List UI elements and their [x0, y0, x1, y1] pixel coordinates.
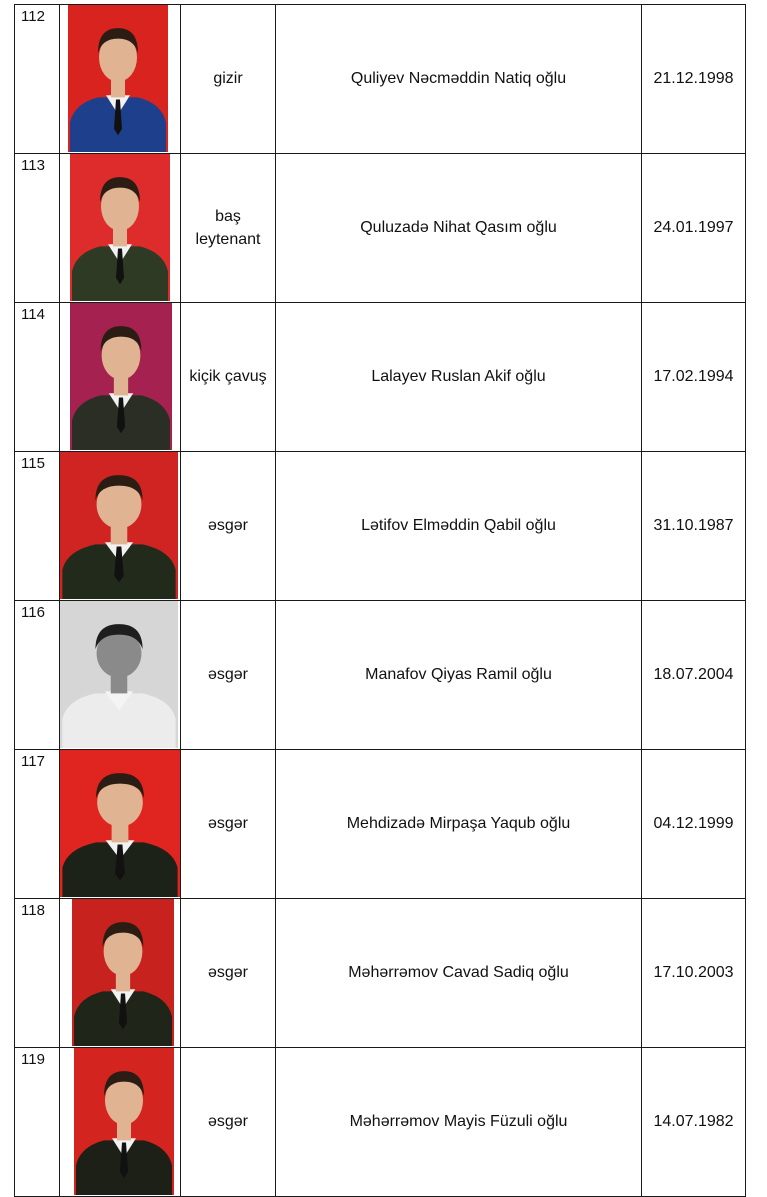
row-number: 119: [15, 1048, 60, 1197]
rank-cell: gizir: [181, 5, 276, 154]
rank-cell: kiçik çavuş: [181, 303, 276, 452]
name-cell: Məhərrəmov Cavad Sadiq oğlu: [276, 899, 642, 1048]
rank-cell: əsgər: [181, 750, 276, 899]
date-cell: 21.12.1998: [642, 5, 746, 154]
date-cell: 04.12.1999: [642, 750, 746, 899]
table-row: [15, 452, 746, 601]
row-number: 112: [15, 5, 60, 154]
date-cell: 31.10.1987: [642, 452, 746, 601]
name-cell: Quliyev Nəcməddin Natiq oğlu: [276, 5, 642, 154]
date-cell: 24.01.1997: [642, 154, 746, 303]
table-row: [15, 154, 746, 303]
soldier-portrait-icon: [68, 5, 168, 152]
table-row: [15, 899, 746, 1048]
name-cell: Quluzadə Nihat Qasım oğlu: [276, 154, 642, 303]
name-cell: Lalayev Ruslan Akif oğlu: [276, 303, 642, 452]
date-cell: 14.07.1982: [642, 1048, 746, 1197]
soldier-portrait-icon: [70, 303, 172, 450]
rank-cell: əsgər: [181, 452, 276, 601]
photo-cell: [60, 303, 181, 452]
photo-cell: [60, 154, 181, 303]
photo-cell: [60, 899, 181, 1048]
photo-cell: [60, 452, 181, 601]
row-number: 116: [15, 601, 60, 750]
table-row: [15, 303, 746, 452]
row-number: 113: [15, 154, 60, 303]
soldier-portrait-icon: [60, 452, 178, 599]
date-cell: 17.02.1994: [642, 303, 746, 452]
date-cell: 18.07.2004: [642, 601, 746, 750]
name-cell: Mehdizadə Mirpaşa Yaqub oğlu: [276, 750, 642, 899]
soldier-portrait-icon: [72, 899, 174, 1046]
photo-cell: [60, 601, 181, 750]
personnel-table: [14, 4, 746, 1197]
soldier-portrait-icon: [60, 750, 180, 897]
rank-cell: əsgər: [181, 1048, 276, 1197]
table-row: [15, 1048, 746, 1197]
photo-cell: [60, 750, 181, 899]
name-cell: Lətifov Elməddin Qabil oğlu: [276, 452, 642, 601]
soldier-portrait-icon: [74, 1048, 174, 1195]
civilian-portrait-icon: [60, 601, 178, 748]
rank-cell: əsgər: [181, 601, 276, 750]
rank-cell: əsgər: [181, 899, 276, 1048]
date-cell: 17.10.2003: [642, 899, 746, 1048]
table-row: [15, 750, 746, 899]
row-number: 114: [15, 303, 60, 452]
photo-cell: [60, 1048, 181, 1197]
row-number: 115: [15, 452, 60, 601]
row-number: 117: [15, 750, 60, 899]
table-row: [15, 601, 746, 750]
soldier-portrait-icon: [70, 154, 170, 301]
rank-cell: baş leytenant: [181, 154, 276, 303]
name-cell: Məhərrəmov Mayis Füzuli oğlu: [276, 1048, 642, 1197]
name-cell: Manafov Qiyas Ramil oğlu: [276, 601, 642, 750]
row-number: 118: [15, 899, 60, 1048]
photo-cell: [60, 5, 181, 154]
table-row: [15, 5, 746, 154]
